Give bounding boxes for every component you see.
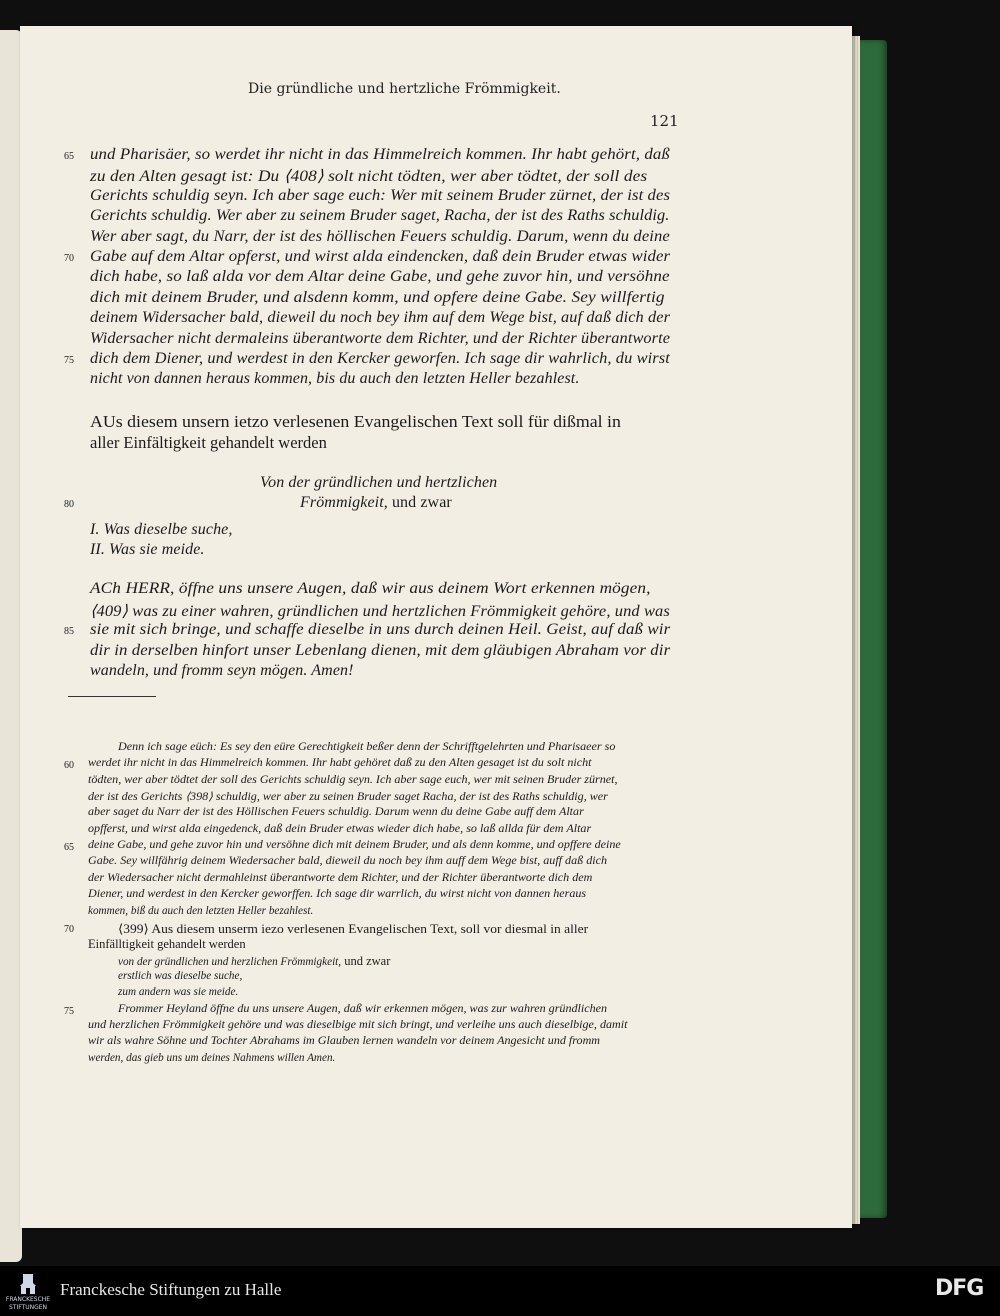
main-text-line: Widersacher nicht dermaleins überantworte dem Richter, und der Richter überantworte bbox=[90, 329, 671, 347]
institution-logo bbox=[5, 1272, 51, 1312]
logo-caption-line-1: FRANCKESCHE bbox=[5, 1296, 51, 1303]
line-number: 60 bbox=[64, 760, 74, 772]
logo-caption-line-2: STIFTUNGEN bbox=[8, 1304, 48, 1311]
footnote-line: zum andern was sie meide. bbox=[118, 986, 239, 999]
line-number: 85 bbox=[64, 626, 74, 638]
footnote-line: opfferst, und wirst alda eingedenck, daß dein Bruder etwas wieder dich habe, so laß allda für dem Altar bbox=[88, 822, 592, 835]
main-text-line: Wer aber sagt, du Narr, der ist des höllischen Feuers schuldig. Darum, wenn du deine bbox=[90, 227, 670, 245]
theme-line: Frömmigkeit, und zwar bbox=[300, 494, 452, 511]
footnote-line: werdet ihr nicht in das Himmelreich kommen. Ihr habt gehöret daß zu den Alten gesaget ist du solt nicht bbox=[88, 757, 592, 770]
footnote-line: wir als wahre Söhne und Tochter Abrahams im Glauben lernen wandeln vor deinem Angesicht und fromm bbox=[88, 1035, 601, 1048]
page-number: 121 bbox=[650, 112, 679, 130]
line-number: 65 bbox=[64, 842, 74, 854]
line-number: 70 bbox=[64, 923, 74, 935]
line-number: 75 bbox=[64, 1005, 74, 1017]
prayer-line: sie mit sich bringe, und schaffe dieselbe in uns durch deinen Heil. Geist, auf daß wir bbox=[90, 621, 671, 639]
main-text-line: deinem Widersacher bald, dieweil du noch bey ihm auf dem Wege bist, auf daß dich der bbox=[90, 309, 671, 327]
intro-line: AUs diesem unsern ietzo verlesenen Evangelischen Text soll für dißmal in bbox=[90, 412, 621, 431]
main-text-line: Gerichts schuldig. Wer aber zu seinem Bruder saget, Racha, der ist des Raths schuldig. bbox=[90, 207, 670, 225]
part-line: I. Was dieselbe suche, bbox=[90, 521, 233, 538]
institution-name: Franckesche Stiftungen zu Halle bbox=[60, 1280, 282, 1299]
line-number: 80 bbox=[64, 499, 74, 510]
footnote-line: Denn ich sage eüch: Es sey den eüre Gerechtigkeit beßer denn der Schrifftgelehrten und Pharisaeer so bbox=[118, 741, 616, 753]
main-text-line: nicht von dannen heraus kommen, bis du auch den letzten Heller bezahlest. bbox=[90, 370, 580, 388]
theme-tail: und zwar bbox=[387, 494, 452, 511]
footnote-line: werden, das gieb uns um deines Nahmens willen Amen. bbox=[88, 1051, 336, 1064]
prayer-line: ACh HERR, öffne uns unsere Augen, daß wir aus deinem Wort erkennen mögen, bbox=[90, 580, 651, 597]
facing-page-edge bbox=[0, 30, 22, 1262]
theme-line: Von der gründlichen und hertzlichen bbox=[260, 474, 498, 491]
line-number: 75 bbox=[64, 355, 74, 366]
dfg-logo: DFG bbox=[935, 1276, 984, 1301]
footnote-line: deine Gabe, und gehe zuvor hin und versöhne dich mit deinem Bruder, und als denn komme, und opffere deine bbox=[88, 839, 621, 852]
footnote-line: aber saget du Narr der ist des Höllischen Feuers schuldig. Darum wenn du deine Gabe auff dem Altar bbox=[88, 806, 584, 819]
prayer-line: dir in derselben hinfort unser Lebenlang dienen, mit dem gläubigen Abraham vor dir bbox=[90, 641, 671, 659]
line-number: 70 bbox=[64, 253, 74, 264]
footnote-line: kommen, biß du auch den letzten Heller bezahlest. bbox=[88, 904, 314, 917]
running-head: Die gründliche und hertzliche Frömmigkeit. bbox=[248, 81, 561, 97]
footnote-line: der ist des Gerichts ⟨398⟩ schuldig, wer aber zu seinen Bruder saget Racha, der ist des Raths schuldig, wer bbox=[88, 791, 608, 804]
footnote-line: von der gründlichen und herzlichen Frömmigkeit, und zwar bbox=[118, 953, 391, 968]
line-number: 65 bbox=[64, 151, 74, 162]
intro-line: aller Einfältigkeit gehandelt werden bbox=[90, 433, 327, 452]
main-text-line: dich habe, so laß alda vor dem Altar deine Gabe, und gehe zuvor hin, und versöhne bbox=[90, 268, 670, 286]
prayer-line: wandeln, und fromm seyn mögen. Amen! bbox=[90, 662, 354, 680]
footnote-line: ⟨399⟩ Aus diesem unserm iezo verlesenen Evangelischen Text, soll vor diesmal in aller bbox=[118, 921, 589, 936]
main-text-line: dich dem Diener, und werdest in den Kercker geworfen. Ich sage dir wahrlich, du wirst bbox=[90, 350, 670, 367]
footnote-line: Diener, und werdest in den Kercker geworffen. Ich sage dir warrlich, du wirst nicht von dannen heraus bbox=[88, 888, 587, 901]
main-text-line: zu den Alten gesagt ist: Du ⟨408⟩ solt nicht tödten, wer aber tödtet, der soll des bbox=[90, 168, 648, 186]
footnote-line: der Wiedersacher nicht dermahleinst überantworte dem Richter, und der Richter überantworte dich dem bbox=[88, 871, 593, 884]
footnote-line: erstlich was dieselbe suche, bbox=[118, 969, 243, 982]
main-text-line: und Pharisäer, so werdet ihr nicht in das Himmelreich kommen. Ihr habt gehört, daß bbox=[90, 146, 670, 163]
main-text-line: Gabe auf dem Altar opferst, und wirst alda eindencken, daß dein Bruder etwas wider bbox=[90, 248, 671, 265]
footnote-line: Frommer Heyland öffne du uns unsere Augen, daß wir erkennen mögen, was zur wahren gründlichen bbox=[118, 1002, 608, 1015]
footnote-line: und herzlichen Frömmigkeit gehöre und was dieselbige mit sich bringt, und verleihe uns auch dieselbige, damit bbox=[88, 1018, 628, 1031]
footnote-line: tödten, wer aber tödtet der soll des Gerichts schuldig seyn. Ich aber sage euch, wer mit seinen Bruder zürnet, bbox=[88, 773, 618, 786]
part-line: II. Was sie meide. bbox=[90, 541, 205, 558]
main-text-line: Gerichts schuldig seyn. Ich aber sage euch: Wer mit seinem Bruder zürnet, der ist des bbox=[90, 186, 671, 204]
footnote-tail: und zwar bbox=[341, 953, 391, 968]
prayer-line: ⟨409⟩ was zu einer wahren, gründlichen und hertzlichen Frömmigkeit gehöre, und was bbox=[90, 602, 670, 620]
footnote-line: Gabe. Sey willfährig deinem Wiedersacher bald, dieweil du noch bey ihm auff dem Wege bist, auff daß dich bbox=[88, 855, 608, 868]
main-text-line: dich mit deinem Bruder, und alsdenn komm, und opfere deine Gabe. Sey willfertig bbox=[90, 288, 665, 306]
footnote-line: Einfälltigkeit gehandelt werden bbox=[88, 937, 246, 952]
footnote-rule bbox=[68, 696, 156, 697]
